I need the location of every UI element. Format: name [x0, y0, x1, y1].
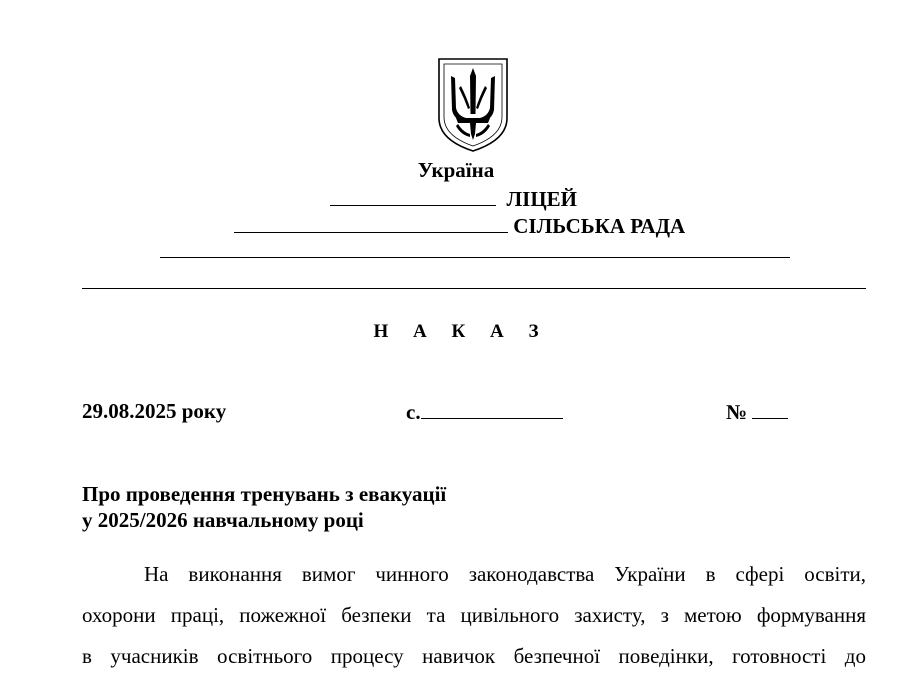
number-prefix: №	[726, 400, 748, 424]
coat-of-arms-icon	[436, 56, 510, 154]
institution-name-blank	[330, 186, 496, 206]
document-type: Н А К А З	[373, 321, 549, 342]
council-line	[234, 213, 685, 239]
council-type: СІЛЬСЬКА РАДА	[513, 214, 686, 238]
council-name-blank	[234, 213, 508, 233]
order-subject	[82, 481, 446, 533]
institution-type: ЛІЦЕЙ	[506, 187, 577, 211]
institution-line	[330, 186, 577, 212]
subject-line: Про проведення тренувань з евакуації	[82, 482, 447, 506]
place-prefix: с.	[406, 400, 421, 424]
order-number	[726, 399, 788, 425]
body-line: охорони праці, пожежної безпеки та цивільного захисту, з метою формування	[82, 603, 866, 627]
order-date: 29.08.2025 року	[82, 399, 227, 423]
body-line: в учасників освітнього процесу навичок безпечної поведінки, готовності до	[82, 644, 866, 668]
order-body	[82, 558, 866, 681]
place-blank	[421, 399, 563, 419]
subject-line: у 2025/2026 навчальному році	[82, 508, 364, 532]
order-place	[406, 399, 563, 425]
number-blank	[752, 399, 788, 419]
address-blank-line	[160, 257, 790, 258]
header-divider	[82, 288, 866, 289]
country-title: Україна	[417, 158, 495, 182]
body-line: На виконання вимог чинного законодавства України в сфері освіти,	[144, 562, 866, 586]
